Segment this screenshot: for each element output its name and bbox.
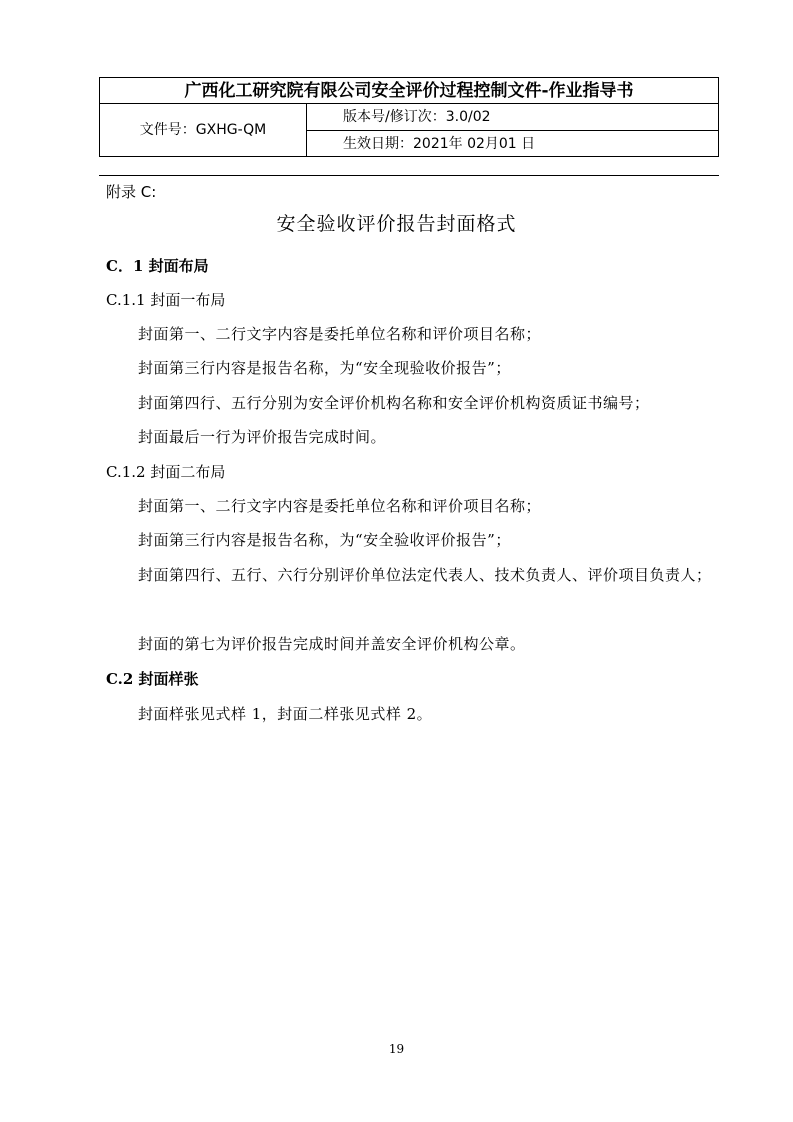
document-title: 安全验收评价报告封面格式 [276, 213, 517, 235]
version-number: 版本号/修订次：3.0/02 [307, 104, 718, 131]
paragraph: 封面第四行、五行分别为安全评价机构名称和安全评价机构资质证书编号； [138, 394, 650, 412]
paragraph: 封面样张见式样 1，封面二样张见式样 2。 [138, 705, 433, 723]
subsection-heading-c12: C.1.2 封面二布局 [106, 463, 226, 481]
appendix-label: 附录 C: [106, 183, 157, 201]
paragraph: 封面的第七为评价报告完成时间并盖安全评价机构公章。 [138, 635, 526, 653]
header-divider [99, 175, 719, 176]
paragraph: 封面第三行内容是报告名称，为“安全现验收价报告”； [138, 359, 511, 377]
section-heading-c1: C．1 封面布局 [106, 257, 209, 275]
paragraph: 封面最后一行为评价报告完成时间。 [138, 428, 387, 446]
file-number: 文件号：GXHG-QM [100, 104, 307, 157]
subsection-heading-c11: C.1.1 封面一布局 [106, 291, 226, 309]
effective-date: 生效日期：2021年 02月01 日 [343, 136, 536, 152]
header-title: 广西化工研究院有限公司安全评价过程控制文件-作业指导书 [100, 78, 718, 104]
page-number: 19 [388, 1042, 405, 1056]
paragraph: 封面第一、二行文字内容是委托单位名称和评价项目名称； [138, 325, 542, 343]
paragraph: 封面第四行、五行、六行分别评价单位法定代表人、技术负责人、评价项目负责人； [138, 566, 712, 584]
document-header-table [99, 77, 719, 157]
section-heading-c2: C.2 封面样张 [106, 670, 199, 688]
paragraph: 封面第一、二行文字内容是委托单位名称和评价项目名称； [138, 497, 542, 515]
paragraph: 封面第三行内容是报告名称，为“安全验收评价报告”； [138, 531, 511, 549]
